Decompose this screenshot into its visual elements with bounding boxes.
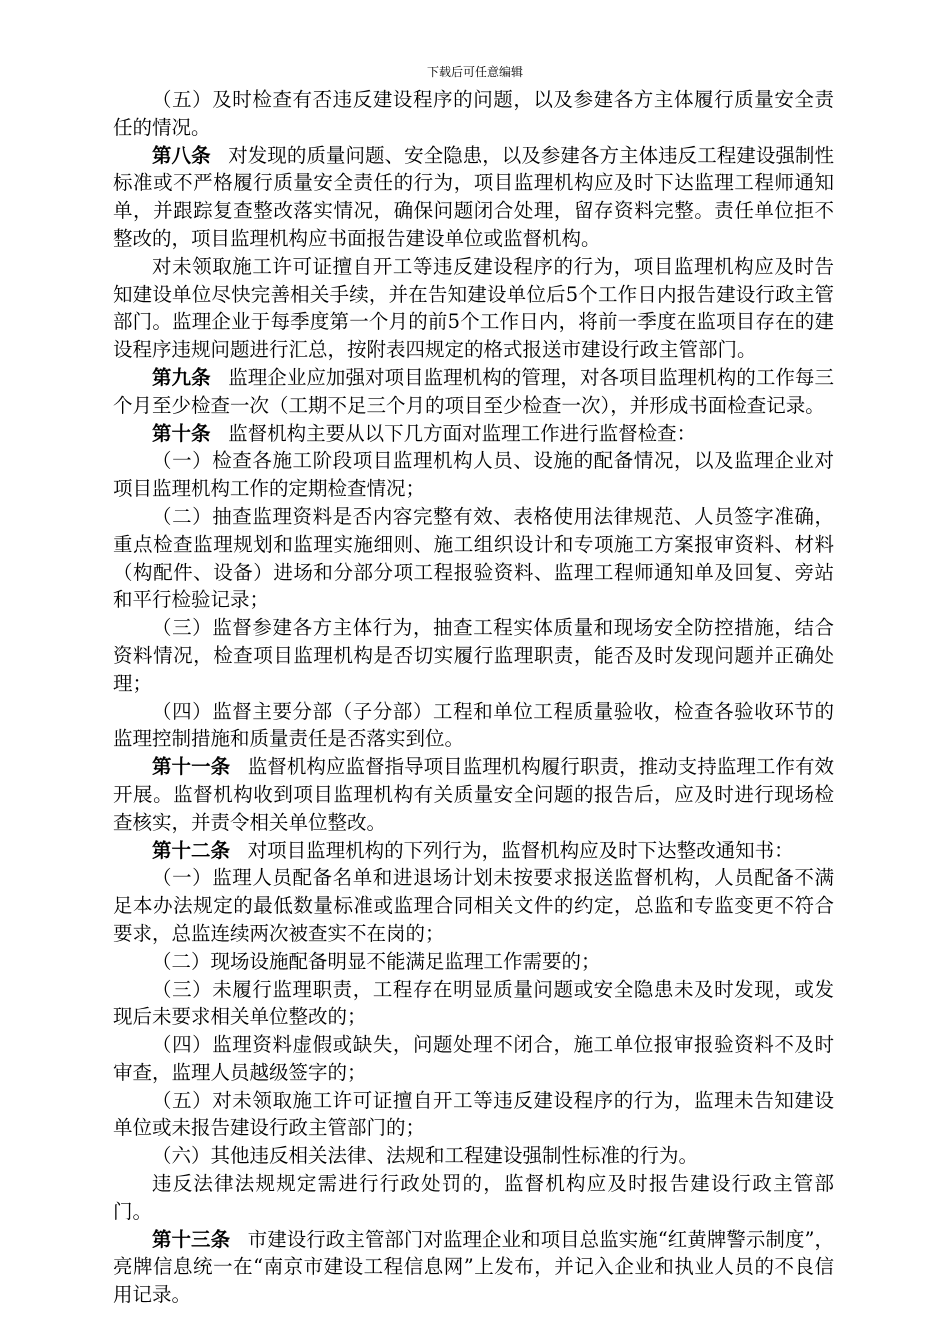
paragraph <box>113 976 834 1032</box>
article-label: 第九条 <box>152 365 211 389</box>
paragraph <box>113 1226 834 1309</box>
article-label: 第十三条 <box>152 1227 231 1251</box>
paragraph-text: 市建设行政主管部门对监理企业和项目总监实施“红黄牌警示制度”，亮牌信息统一在“南京市建设工程信息网”上发布，并记入企业和执业人员的不良信用记录。 <box>113 1227 834 1307</box>
paragraph-text: （二）现场设施配备明显不能满足监理工作需要的； <box>152 949 601 973</box>
paragraph <box>113 86 834 142</box>
paragraph-text: （五）对未领取施工许可证擅自开工等违反建设程序的行为，监理未告知建设单位或未报告建设行政主管部门的； <box>113 1088 834 1140</box>
paragraph-text: （四）监督主要分部（子分部）工程和单位工程质量验收，检查各验收环节的监理控制措施和质量责任是否落实到位。 <box>113 699 834 751</box>
paragraph <box>113 614 834 697</box>
article-label: 第十一条 <box>152 755 231 779</box>
paragraph <box>113 253 834 364</box>
paragraph <box>113 142 834 253</box>
paragraph <box>113 364 834 420</box>
paragraph <box>113 420 834 448</box>
paragraph <box>113 1087 834 1143</box>
paragraph-text: 监理企业应加强对项目监理机构的管理，对各项目监理机构的工作每三个月至少检查一次（工期不足三个月的项目至少检查一次），并形成书面检查记录。 <box>113 365 834 417</box>
paragraph <box>113 447 834 503</box>
paragraph <box>113 1142 834 1170</box>
document-body <box>113 86 834 1309</box>
paragraph-text: （一）监理人员配备名单和进退场计划未按要求报送监督机构，人员配备不满足本办法规定的最低数量标准或监理合同相关文件的约定，总监和专监变更不符合要求，总监连续两次被查实不在岗的； <box>113 866 834 945</box>
paragraph-text: （五）及时检查有否违反建设程序的问题，以及参建各方主体履行质量安全责任的情况。 <box>113 88 834 139</box>
paragraph-text: 对未领取施工许可证擅自开工等违反建设程序的行为，项目监理机构应及时告知建设单位尽快完善相关手续，并在告知建设单位后5个工作日内报告建设行政主管部门。监理企业于每季度第一个月的前5个工作日内，将前一季度在监项目存在的建设程序违规问题进行汇总，按附表四规定的格式报送市建设行政主管部门。 <box>113 254 834 362</box>
paragraph <box>113 948 834 976</box>
paragraph <box>113 837 834 865</box>
paragraph-text: （四）监理资料虚假或缺失，问题处理不闭合，施工单位报审报验资料不及时审查，监理人员越级签字的； <box>113 1033 834 1084</box>
paragraph-text: （六）其他违反相关法律、法规和工程建设强制性标准的行为。 <box>152 1144 699 1168</box>
paragraph <box>113 864 834 947</box>
article-label: 第十二条 <box>152 838 231 862</box>
paragraph-text: 对发现的质量问题、安全隐患，以及参建各方主体违反工程建设强制性标准或不严格履行质量安全责任的行为，项目监理机构应及时下达监理工程师通知单，并跟踪复查整改落实情况，确保问题闭合处理，留存资料完整。责任单位拒不整改的，项目监理机构应书面报告建设单位或监督机构。 <box>113 143 834 250</box>
paragraph-text: （二）抽查监理资料是否内容完整有效、表格使用法律规范、人员签字准确，重点检查监理规划和监理实施细则、施工组织设计和专项施工方案报审资料、材料（构配件、设备）进场和分部分项工程报验资料、监理工程师通知单及回复、旁站和平行检验记录； <box>113 504 834 612</box>
paragraph <box>113 1031 834 1087</box>
article-label: 第八条 <box>152 143 211 167</box>
paragraph-text: （一）检查各施工阶段项目监理机构人员、设施的配备情况，以及监理企业对项目监理机构工作的定期检查情况； <box>113 449 834 501</box>
paragraph-text: 对项目监理机构的下列行为，监督机构应及时下达整改通知书： <box>247 838 794 862</box>
paragraph <box>113 1170 834 1226</box>
paragraph-text: 监督机构主要从以下几方面对监理工作进行监督检查： <box>228 421 697 445</box>
paragraph <box>113 753 834 836</box>
paragraph <box>113 503 834 614</box>
paragraph-text: （三）未履行监理职责，工程存在明显质量问题或安全隐患未及时发现，或发现后未要求相关单位整改的； <box>113 977 834 1029</box>
article-label: 第十条 <box>152 421 211 445</box>
paragraph-text: 违反法律法规规定需进行行政处罚的，监督机构应及时报告建设行政主管部门。 <box>113 1172 834 1223</box>
page-header-note: 下载后可任意编辑 <box>426 65 523 79</box>
paragraph-text: 监督机构应监督指导项目监理机构履行职责，推动支持监理工作有效开展。监督机构收到项目监理机构有关质量安全问题的报告后，应及时进行现场检查核实，并责令相关单位整改。 <box>113 755 834 834</box>
paragraph <box>113 698 834 754</box>
paragraph-text: （三）监督参建各方主体行为，抽查工程实体质量和现场安全防控措施，结合资料情况，检查项目监理机构是否切实履行监理职责，能否及时发现问题并正确处理； <box>113 616 834 695</box>
